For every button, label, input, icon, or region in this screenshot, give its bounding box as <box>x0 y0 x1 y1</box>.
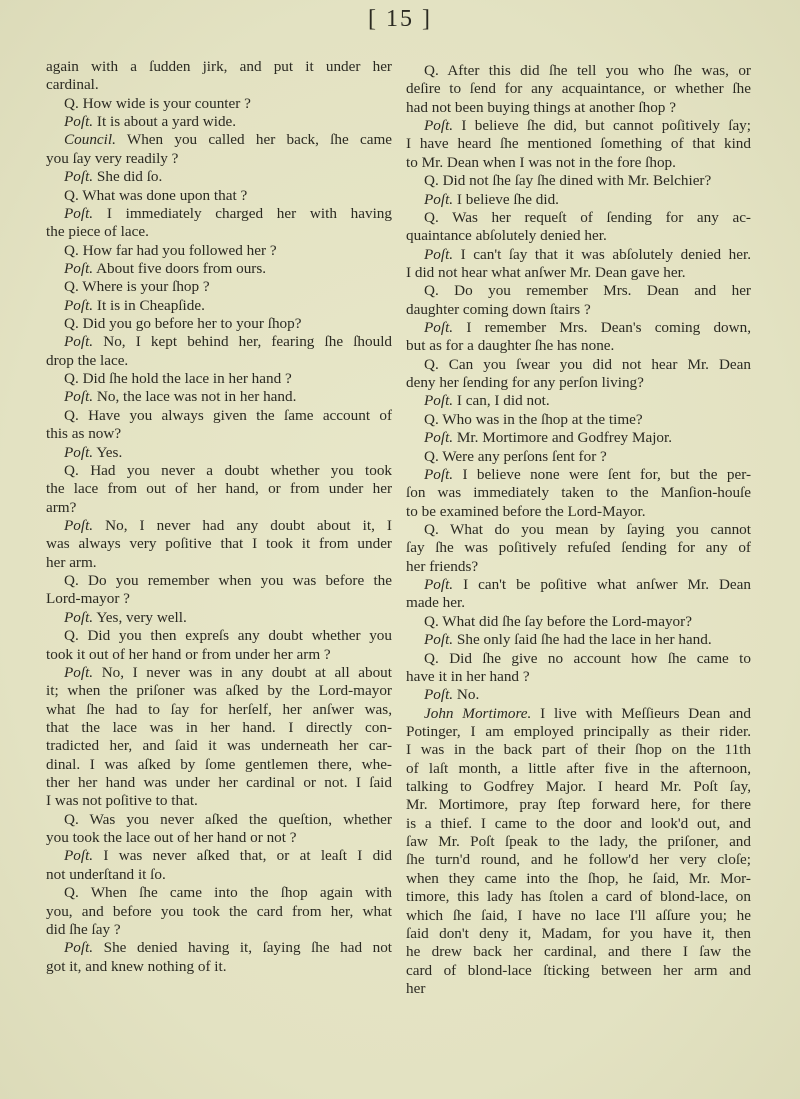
line-text: Yes, very well. <box>96 608 187 626</box>
line-text: it; when the priſoner was aſked by the Lord-mayor <box>46 682 392 700</box>
line-text: ſhe turn'd round, and he follow'd her very cloſe; <box>406 851 751 869</box>
line-text: What did ſhe ſay before the Lord-mayor? <box>442 612 692 630</box>
speaker-label: Q. <box>424 612 439 630</box>
line-text: had not been buying things at another ſhop ? <box>406 98 676 116</box>
text-line <box>406 117 751 135</box>
text-line <box>46 95 392 113</box>
text-line <box>46 297 392 315</box>
text-line <box>46 829 392 847</box>
line-text: Did ſhe hold the lace in her hand ? <box>82 370 292 388</box>
speaker-label: Poſt. <box>64 168 94 186</box>
line-text: After this did ſhe tell you who ſhe was, or <box>447 62 751 79</box>
speaker-label: Poſt. <box>64 333 94 351</box>
speaker-label: Poſt. <box>424 392 454 410</box>
line-text: when they came into the ſhop, he ſaid, Mr. Mor- <box>406 869 751 887</box>
text-line <box>406 539 751 557</box>
speaker-label: Q. <box>64 278 79 296</box>
line-text: her friends? <box>406 557 479 575</box>
line-text: Can you ſwear you did not hear Mr. Dean <box>448 355 751 373</box>
speaker-label: Poſt. <box>64 939 94 957</box>
line-text: arm? <box>46 498 77 516</box>
text-line <box>46 646 392 664</box>
line-text: ther her hand was under her cardinal or not. I ſaid <box>46 774 392 792</box>
text-line <box>46 517 392 535</box>
line-text: I believe ſhe did, but cannot poſitively ſay; <box>461 117 751 135</box>
text-line <box>46 499 392 517</box>
line-text: deſire to ſend for any acquaintance, or whether ſhe <box>406 80 751 98</box>
line-text: daughter coming down ſtairs ? <box>406 300 591 318</box>
speaker-label: Poſt. <box>64 204 94 222</box>
page-number: [ 15 ] <box>368 6 432 32</box>
line-text: I did not hear what anſwer Mr. Dean gave her. <box>406 263 686 281</box>
line-text: the lace from out of her hand, or from under her <box>46 480 392 498</box>
line-text: Do you remember Mrs. Dean and her <box>454 282 751 300</box>
line-text: Was her requeſt of ſending for any ac- <box>452 208 751 226</box>
speaker-label: Q. <box>64 186 79 204</box>
speaker-label: Poſt. <box>424 631 454 649</box>
text-line <box>406 246 751 264</box>
text-line <box>406 191 751 209</box>
line-text: this as now? <box>46 425 122 443</box>
speaker-label: Q. <box>64 810 79 828</box>
text-line <box>406 686 751 704</box>
speaker-label: Q. <box>64 572 79 590</box>
text-line <box>406 925 751 943</box>
text-line <box>46 921 392 939</box>
speaker-label: Poſt. <box>64 296 94 314</box>
speaker-label: Q. <box>424 62 439 79</box>
line-text: cardinal. <box>46 76 99 94</box>
line-text: of laſt month, a little after five in the afternoon, <box>406 759 751 777</box>
text-line <box>46 774 392 792</box>
speaker-label: Poſt. <box>64 388 94 406</box>
speaker-label: Poſt. <box>424 245 454 263</box>
text-line <box>406 227 751 245</box>
text-line <box>46 811 392 829</box>
text-line <box>406 135 751 153</box>
line-text: again with a ſudden jirk, and put it under her <box>46 58 392 75</box>
speaker-label: Q. <box>64 627 79 645</box>
line-text: She denied having it, ſaying ſhe had not <box>103 939 392 957</box>
text-line <box>406 319 751 337</box>
line-text: you ſay very readily ? <box>46 149 179 167</box>
text-line <box>406 264 751 282</box>
text-line <box>46 278 392 296</box>
text-line <box>406 851 751 869</box>
text-line <box>406 631 751 649</box>
line-text: got it, and knew nothing of it. <box>46 957 227 975</box>
speaker-label: Q. <box>64 884 79 902</box>
line-text: is a thief. I came to the door and look'd out, and <box>406 814 751 832</box>
text-line <box>406 558 751 576</box>
text-line <box>46 792 392 810</box>
line-text: About five doors from ours. <box>96 259 267 277</box>
text-line <box>406 62 751 80</box>
text-line <box>406 521 751 539</box>
text-line <box>46 554 392 572</box>
line-text: No. <box>456 686 480 704</box>
text-line <box>46 866 392 884</box>
line-text: to be examined before the Lord-Mayor. <box>406 502 646 520</box>
line-text: Do you remember when you was before the <box>87 572 392 590</box>
line-text: ſay ſhe was poſitively refuſed ſending for any of <box>406 539 751 557</box>
speaker-label: John Mortimore. <box>424 704 532 722</box>
text-line <box>46 407 392 425</box>
text-line <box>46 480 392 498</box>
speaker-label: Poſt. <box>64 113 94 131</box>
line-text: timore, this lady has ſtolen a card of blond-lace, on <box>406 888 751 906</box>
text-line <box>406 907 751 925</box>
line-text: Did not ſhe ſay ſhe dined with Mr. Belchier? <box>442 172 712 190</box>
text-line <box>46 205 392 223</box>
text-line <box>46 370 392 388</box>
text-line <box>46 168 392 186</box>
line-text: I remember Mrs. Dean's coming down, <box>466 319 751 337</box>
line-text: I believe none were ſent for, but the per- <box>462 465 751 483</box>
line-text: Had you never a doubt whether you took <box>90 461 392 479</box>
right-text-column <box>406 62 751 998</box>
text-line <box>406 943 751 961</box>
line-text: How wide is your counter ? <box>82 94 251 112</box>
text-line <box>406 796 751 814</box>
text-line <box>46 756 392 774</box>
line-text: I was in the back part of their ſhop on the 11th <box>406 741 751 759</box>
text-line <box>406 741 751 759</box>
line-text: What was done upon that ? <box>82 186 248 204</box>
text-line <box>406 613 751 631</box>
line-text: No, I never had any doubt about it, I <box>105 516 392 534</box>
text-line <box>406 650 751 668</box>
line-text: I immediately charged her with having <box>106 204 392 222</box>
line-text: tradicted her, and ſaid it was underneath her car- <box>46 737 392 755</box>
text-line <box>406 209 751 227</box>
speaker-label: Poſt. <box>424 117 454 135</box>
text-line <box>46 113 392 131</box>
speaker-label: Q. <box>64 370 79 388</box>
text-line <box>46 242 392 260</box>
text-line <box>46 737 392 755</box>
text-line <box>46 444 392 462</box>
line-text: you, and before you took the card from her, what <box>46 902 392 920</box>
line-text: but as for a daughter ſhe has none. <box>406 337 615 355</box>
text-line <box>46 958 392 976</box>
speaker-label: Q. <box>424 208 439 226</box>
speaker-label: Q. <box>64 94 79 112</box>
text-line <box>46 590 392 608</box>
text-line <box>46 572 392 590</box>
text-line <box>46 315 392 333</box>
line-text: Yes. <box>96 443 123 461</box>
speaker-label: Poſt. <box>64 443 94 461</box>
line-text: Were any perſons ſent for ? <box>442 447 607 465</box>
line-text: took it out of her hand or from under her arm ? <box>46 645 331 663</box>
text-line <box>46 939 392 957</box>
line-text: you took the lace out of her hand or not ? <box>46 829 297 847</box>
text-line <box>406 301 751 319</box>
line-text: deny her ſending for any perſon living? <box>406 374 644 392</box>
text-line <box>406 760 751 778</box>
text-line <box>46 150 392 168</box>
line-text: card of blond-lace ſticking between her arm and <box>406 961 751 979</box>
text-line <box>406 870 751 888</box>
line-text: Have you always given the ſame account of <box>88 406 392 424</box>
line-text: I was not poſitive to that. <box>46 792 198 810</box>
line-text: ſaid don't deny it, Madam, for you have it, then <box>406 924 751 942</box>
speaker-label: Q. <box>64 241 79 259</box>
line-text: When ſhe came into the ſhop again with <box>90 884 392 902</box>
text-line <box>46 260 392 278</box>
line-text: It is in Cheapſide. <box>96 296 205 314</box>
line-text: I have heard ſhe mentioned ſomething of that kind <box>406 135 751 153</box>
line-text: Did ſhe give no account how ſhe came to <box>449 649 751 667</box>
text-line <box>406 80 751 98</box>
line-text: Did you then expreſs any doubt whether you <box>87 627 392 645</box>
text-line <box>406 503 751 521</box>
line-text: She only ſaid ſhe had the lace in her hand. <box>456 631 712 649</box>
line-text: When you called her back, ſhe came <box>126 131 392 149</box>
catchword: her <box>406 979 426 997</box>
text-line <box>46 58 392 76</box>
text-line <box>406 154 751 172</box>
text-line <box>406 411 751 429</box>
line-text: drop the lace. <box>46 351 129 369</box>
text-line <box>406 833 751 851</box>
text-line <box>406 484 751 502</box>
speaker-label: Q. <box>424 282 439 300</box>
line-text: the piece of lace. <box>46 223 149 241</box>
text-line <box>406 778 751 796</box>
text-line <box>46 884 392 902</box>
line-text: I can't ſay that it was abſolutely denied her. <box>460 245 751 263</box>
text-line <box>46 627 392 645</box>
speaker-label: Poſt. <box>424 576 454 594</box>
line-text: It is about a yard wide. <box>96 113 237 131</box>
line-text: not underſtand it ſo. <box>46 865 166 883</box>
speaker-label: Q. <box>424 447 439 465</box>
line-text: was always very poſitive that I took it from under <box>46 535 392 553</box>
line-text: quaintance abſolutely denied her. <box>406 227 607 245</box>
line-text: ſaw Mr. Poſt ſpeak to the lady, the priſoner, and <box>406 833 751 851</box>
line-text: I was never aſked that, or at leaſt I did <box>103 847 392 865</box>
text-line <box>46 701 392 719</box>
speaker-label: Poſt. <box>64 259 94 277</box>
left-text-column <box>46 58 392 976</box>
line-text: Mr. Mortimore and Godfrey Major. <box>456 429 673 447</box>
line-text: I live with Meſſieurs Dean and <box>540 704 751 722</box>
speaker-label: Q. <box>424 410 439 428</box>
text-line <box>406 888 751 906</box>
text-line <box>406 705 751 723</box>
text-line <box>406 374 751 392</box>
speaker-label: Q. <box>64 315 79 333</box>
text-line <box>46 76 392 94</box>
speaker-label: Poſt. <box>424 686 454 704</box>
text-line <box>46 333 392 351</box>
speaker-label: Q. <box>424 520 439 538</box>
speaker-label: Poſt. <box>64 516 94 534</box>
text-line <box>406 594 751 612</box>
text-line <box>406 337 751 355</box>
line-text: What do you mean by ſaying you cannot <box>450 520 751 538</box>
text-line <box>46 664 392 682</box>
speaker-label: Poſt. <box>424 429 454 447</box>
line-text: Lord-mayor ? <box>46 590 130 608</box>
text-line <box>406 576 751 594</box>
line-text: I can't be poſitive what anſwer Mr. Dean <box>463 576 751 594</box>
line-text: have it in her hand ? <box>406 667 530 685</box>
line-text: No, I kept behind her, fearing ſhe ſhould <box>103 333 392 351</box>
text-line <box>46 719 392 737</box>
line-text: No, I never was in any doubt at all about <box>101 663 392 681</box>
line-text: She did ſo. <box>96 168 163 186</box>
text-line <box>46 187 392 205</box>
line-text: that the lace was in her hand. I directly con- <box>46 718 392 736</box>
text-line <box>406 392 751 410</box>
speaker-label: Poſt. <box>424 465 454 483</box>
text-line <box>406 99 751 117</box>
line-text: How far had you followed her ? <box>82 241 277 259</box>
speaker-label: Q. <box>64 461 79 479</box>
text-line <box>46 223 392 241</box>
text-line <box>46 847 392 865</box>
text-line <box>406 356 751 374</box>
text-line <box>46 462 392 480</box>
line-text: No, the lace was not in her hand. <box>96 388 297 406</box>
line-text: Who was in the ſhop at the time? <box>442 410 643 428</box>
speaker-label: Poſt. <box>64 663 94 681</box>
line-text: her arm. <box>46 553 97 571</box>
speaker-label: Council. <box>64 131 116 149</box>
line-text: talking to Godfrey Major. I heard Mr. Poſt ſay, <box>406 778 751 796</box>
line-text: Was you never aſked the queſtion, whether <box>89 810 392 828</box>
line-text: ſon was immediately taken to the Manſion-houſe <box>406 484 751 502</box>
line-text: Mr. Mortimore, pray ſtep forward here, for there <box>406 796 751 814</box>
text-line <box>46 903 392 921</box>
text-line <box>406 172 751 190</box>
text-line <box>46 388 392 406</box>
line-text: dinal. I was aſked by ſome gentlemen there, whe- <box>46 755 392 773</box>
line-text: Where is your ſhop ? <box>82 278 210 296</box>
text-line <box>46 609 392 627</box>
speaker-label: Q. <box>424 172 439 190</box>
line-text: Potinger, I am employed principally as their rider. <box>406 722 751 740</box>
text-line <box>406 282 751 300</box>
text-line <box>406 723 751 741</box>
text-line <box>46 131 392 149</box>
line-text: he drew back her cardinal, and there I ſaw the <box>406 943 751 961</box>
text-line <box>46 682 392 700</box>
line-text: made her. <box>406 594 466 612</box>
line-text: to Mr. Dean when I was not in the fore ſhop. <box>406 153 676 171</box>
text-line <box>406 962 751 980</box>
line-text: what ſhe had to ſay for herſelf, her anſwer was, <box>46 700 392 718</box>
text-line <box>406 466 751 484</box>
text-line <box>46 535 392 553</box>
speaker-label: Poſt. <box>424 319 454 337</box>
text-line <box>406 815 751 833</box>
text-line <box>406 668 751 686</box>
speaker-label: Q. <box>64 406 79 424</box>
line-text: Did you go before her to your ſhop? <box>82 315 302 333</box>
line-text: I believe ſhe did. <box>456 190 559 208</box>
speaker-label: Poſt. <box>64 847 94 865</box>
line-text: which ſhe ſaid, I have no lace I'll aſſure you; he <box>406 906 751 924</box>
text-line <box>406 448 751 466</box>
speaker-label: Q. <box>424 649 439 667</box>
line-text: I can, I did not. <box>456 392 550 410</box>
text-line <box>406 429 751 447</box>
speaker-label: Q. <box>424 355 439 373</box>
text-line <box>46 425 392 443</box>
line-text: did ſhe ſay ? <box>46 920 121 938</box>
speaker-label: Poſt. <box>424 190 454 208</box>
speaker-label: Poſt. <box>64 608 94 626</box>
text-line <box>46 352 392 370</box>
